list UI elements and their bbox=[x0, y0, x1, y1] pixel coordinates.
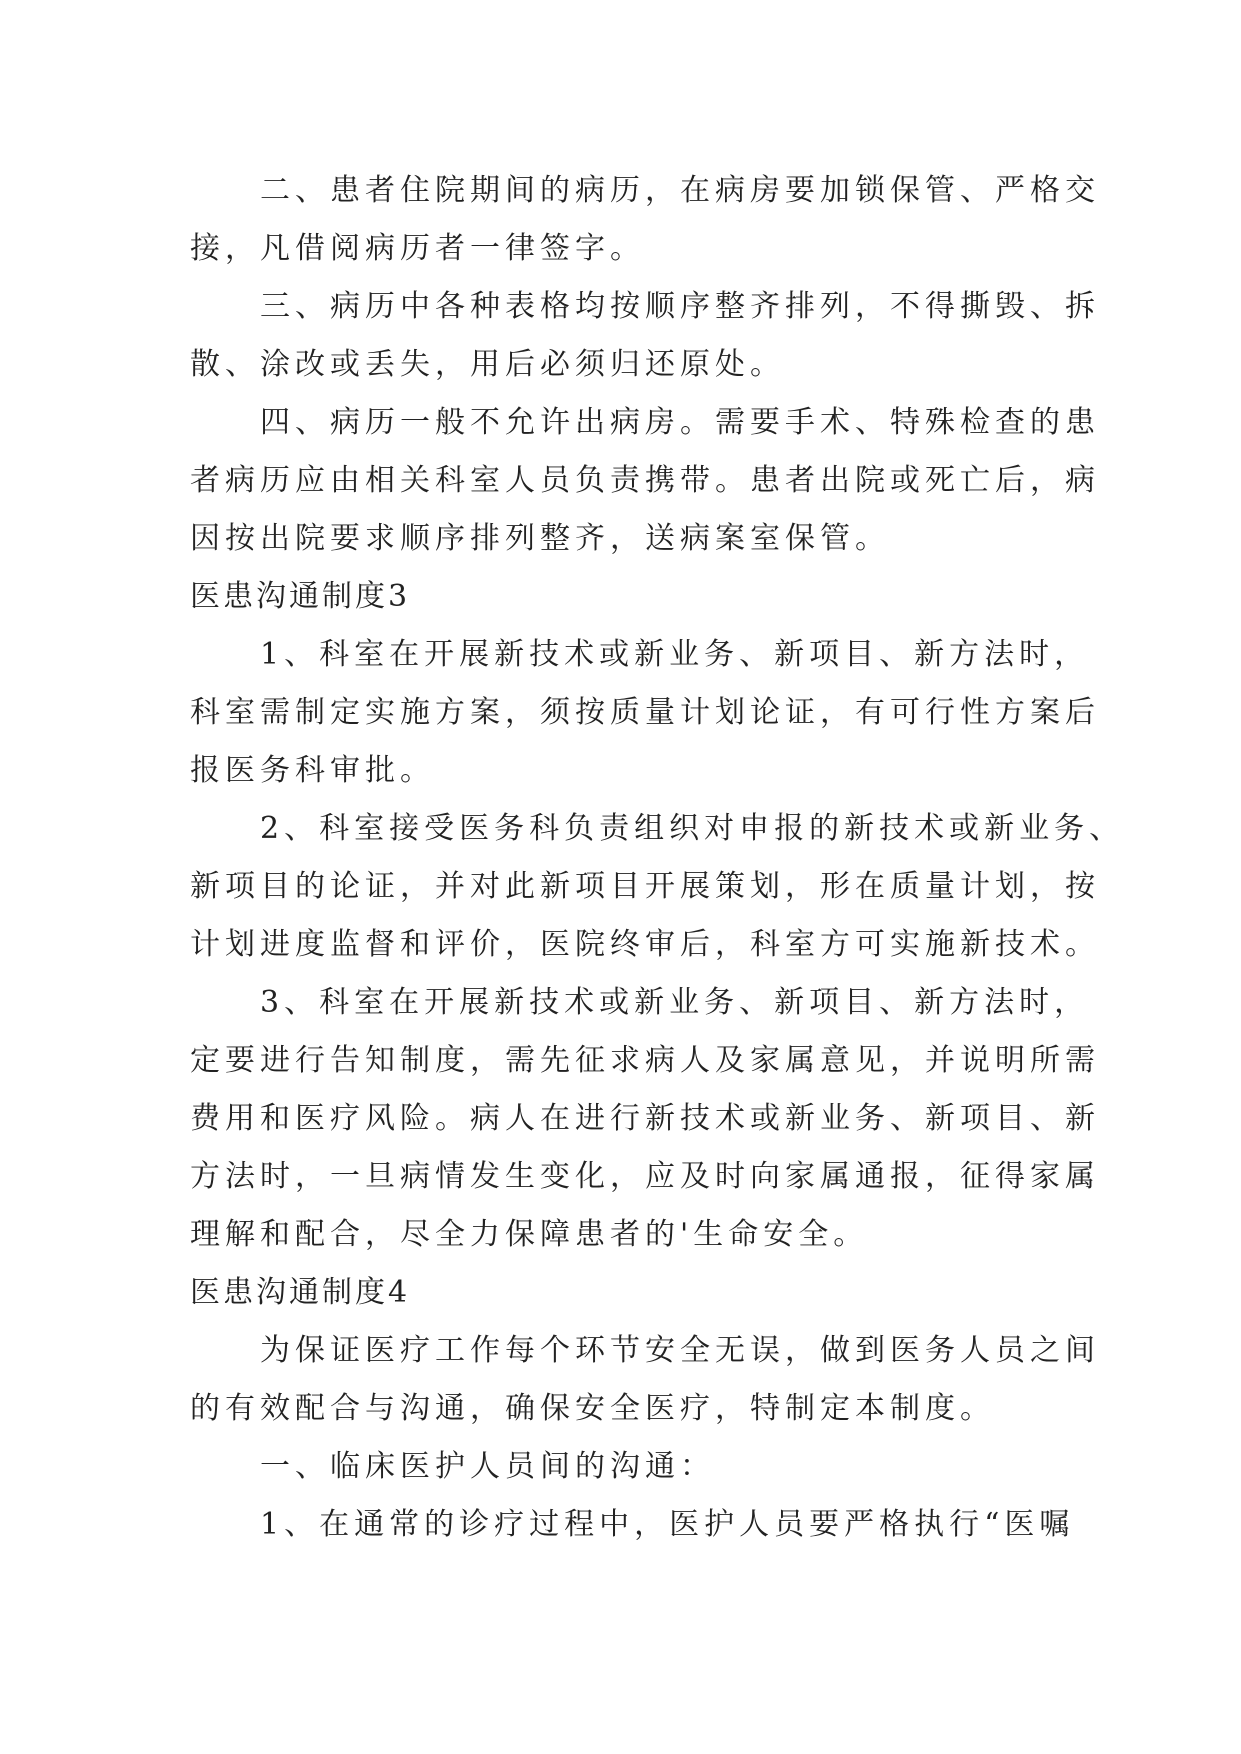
text-line: 科室需制定实施方案，须按质量计划论证，有可行性方案后 bbox=[190, 695, 1100, 730]
text-line: 因按出院要求顺序排列整齐，送病案室保管。 bbox=[190, 521, 890, 556]
text-line: 费用和医疗风险。病人在进行新技术或新业务、新项目、新 bbox=[190, 1101, 1100, 1136]
text-line: 接，凡借阅病历者一律签字。 bbox=[190, 231, 645, 266]
section-heading: 医患沟通制度4 bbox=[190, 1275, 411, 1310]
text-line: 2、科室接受医务科负责组织对申报的新技术或新业务、 bbox=[190, 811, 1125, 846]
text-line: 1、科室在开展新技术或新业务、新项目、新方法时， bbox=[190, 637, 1090, 672]
text-line: 二、患者住院期间的病历，在病房要加锁保管、严格交 bbox=[190, 173, 1100, 208]
text-line: 三、病历中各种表格均按顺序整齐排列，不得撕毁、拆 bbox=[190, 289, 1100, 324]
document-body bbox=[190, 162, 1125, 1554]
text-line: 定要进行告知制度，需先征求病人及家属意见，并说明所需 bbox=[190, 1043, 1100, 1078]
text-line: 报医务科审批。 bbox=[190, 753, 435, 788]
text-line: 一、临床医护人员间的沟通： bbox=[190, 1449, 715, 1484]
text-line: 理解和配合，尽全力保障患者的'生命安全。 bbox=[190, 1217, 869, 1252]
text-line: 3、科室在开展新技术或新业务、新项目、新方法时， bbox=[190, 985, 1090, 1020]
text-line: 者病历应由相关科室人员负责携带。患者出院或死亡后，病 bbox=[190, 463, 1100, 498]
section-heading: 医患沟通制度3 bbox=[190, 579, 411, 614]
text-line: 1、在通常的诊疗过程中，医护人员要严格执行“医嘱 bbox=[190, 1507, 1075, 1542]
text-line: 新项目的论证，并对此新项目开展策划，形在质量计划，按 bbox=[190, 869, 1100, 904]
text-line: 散、涂改或丢失，用后必须归还原处。 bbox=[190, 347, 785, 382]
text-line: 方法时，一旦病情发生变化，应及时向家属通报，征得家属 bbox=[190, 1159, 1100, 1194]
text-line: 的有效配合与沟通，确保安全医疗，特制定本制度。 bbox=[190, 1391, 995, 1426]
text-line: 计划进度监督和评价，医院终审后，科室方可实施新技术。 bbox=[190, 927, 1100, 962]
text-line: 为保证医疗工作每个环节安全无误，做到医务人员之间 bbox=[190, 1333, 1100, 1368]
text-line: 四、病历一般不允许出病房。需要手术、特殊检查的患 bbox=[190, 405, 1100, 440]
